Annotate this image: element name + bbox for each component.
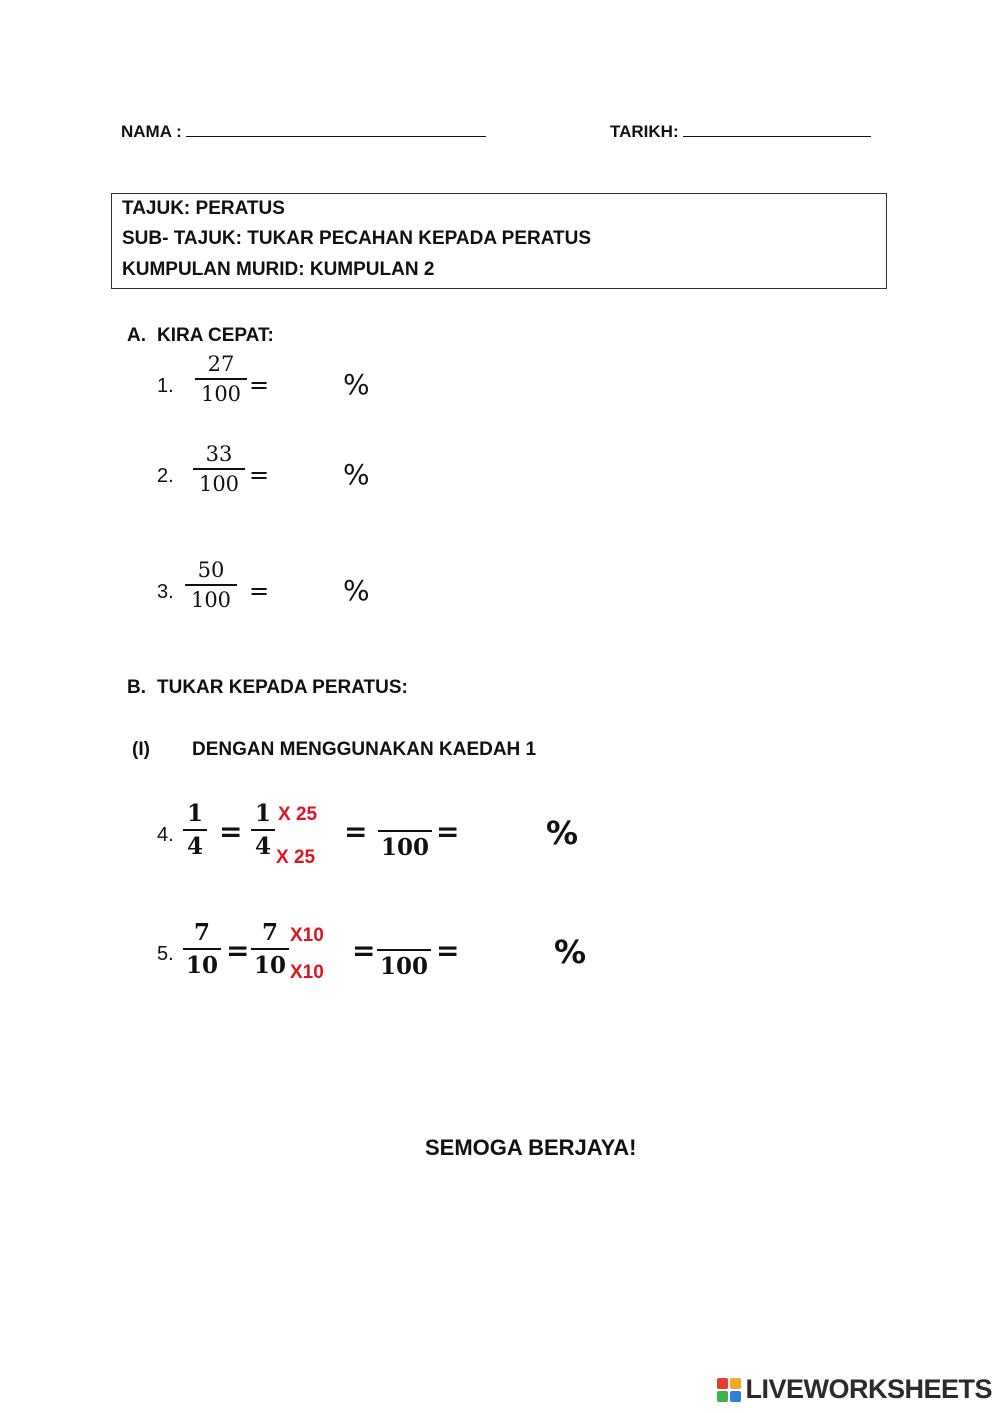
question-4-fraction-2: [251, 800, 275, 860]
question-4-equals-2: =: [344, 815, 368, 848]
section-b-sub-label: (I): [132, 739, 150, 760]
liveworksheets-logo-icon: [717, 1378, 741, 1402]
section-a-title: KIRA CEPAT:: [157, 325, 274, 346]
question-2-answer-input[interactable]: [282, 458, 338, 492]
question-4-denominator-3: 100: [381, 834, 430, 861]
question-1-denominator: 100: [200, 382, 242, 406]
section-b-label: B.: [127, 677, 146, 698]
question-2-percent: %: [343, 458, 370, 491]
question-1-answer-input[interactable]: [282, 368, 338, 402]
question-4-fraction: [183, 800, 207, 860]
question-1-number: 1.: [157, 375, 174, 397]
question-4-numerator: 1: [186, 800, 203, 827]
sub-tajuk-line: SUB- TAJUK: TUKAR PECAHAN KEPADA PERATUS: [122, 228, 592, 249]
question-5-number: 5.: [157, 943, 174, 965]
question-5-multiplier-bottom: X10: [290, 962, 324, 983]
section-b-sub-title: DENGAN MENGGUNAKAN KAEDAH 1: [192, 739, 537, 760]
question-4-numerator-input[interactable]: [378, 800, 432, 828]
question-3-percent: %: [343, 574, 370, 607]
question-5-equals-3: =: [436, 934, 460, 967]
question-2-equals: =: [249, 461, 270, 489]
liveworksheets-logo[interactable]: [717, 1374, 992, 1405]
logo-square: [730, 1391, 741, 1402]
question-5-fraction-2: [251, 919, 289, 979]
section-a-label: A.: [127, 325, 146, 346]
fraction-bar: [185, 584, 237, 586]
question-1-fraction: [195, 352, 247, 406]
question-4-percent: %: [546, 814, 579, 852]
tarikh-field: [610, 122, 871, 142]
question-4-answer-input[interactable]: [470, 815, 540, 851]
question-3-number: 3.: [157, 581, 174, 603]
tarikh-input-line[interactable]: [683, 136, 871, 137]
question-5-equals-2: =: [352, 934, 376, 967]
question-3-answer-input[interactable]: [282, 574, 338, 608]
tarikh-label: TARIKH:: [610, 122, 679, 141]
fraction-bar: [251, 829, 275, 831]
question-5-multiplier-top: X10: [290, 925, 324, 946]
question-5-fraction-3: [377, 919, 431, 980]
question-5-numerator-2: 7: [261, 919, 278, 946]
question-5-numerator: 7: [193, 919, 210, 946]
logo-square: [717, 1391, 728, 1402]
question-2-fraction: [193, 442, 245, 496]
fraction-bar: [378, 830, 432, 832]
section-b-title: TUKAR KEPADA PERATUS:: [157, 677, 408, 698]
question-2-number: 2.: [157, 465, 174, 487]
question-5-answer-input[interactable]: [470, 934, 546, 970]
fraction-bar: [183, 829, 207, 831]
question-4-equals-3: =: [436, 815, 460, 848]
question-4-number: 4.: [157, 824, 174, 846]
question-5-percent: %: [554, 933, 587, 971]
question-4-multiplier-top: X 25: [278, 804, 318, 825]
question-3-equals: =: [249, 577, 270, 605]
question-3-numerator: 50: [197, 558, 225, 582]
question-4-denominator: 4: [186, 833, 203, 860]
fraction-bar: [195, 378, 247, 380]
question-4-fraction-3: [378, 800, 432, 861]
question-5-fraction: [183, 919, 221, 979]
nama-label: NAMA :: [121, 122, 182, 141]
fraction-bar: [251, 948, 289, 950]
question-5-denominator-3: 100: [380, 953, 429, 980]
question-2-denominator: 100: [198, 472, 240, 496]
question-4-denominator-2: 4: [254, 833, 271, 860]
question-5-denominator: 10: [186, 952, 219, 979]
question-4-numerator-2: 1: [254, 800, 271, 827]
question-5-denominator-2: 10: [254, 952, 287, 979]
logo-text: LIVEWORKSHEETS: [745, 1374, 992, 1404]
question-2-numerator: 33: [205, 442, 233, 466]
question-1-percent: %: [343, 368, 370, 401]
tajuk-line: TAJUK: PERATUS: [122, 198, 285, 219]
question-3-fraction: [185, 558, 237, 612]
question-1-numerator: 27: [207, 352, 235, 376]
fraction-bar: [183, 948, 221, 950]
question-3-denominator: 100: [190, 588, 232, 612]
question-5-numerator-input[interactable]: [377, 919, 431, 947]
logo-square: [717, 1378, 728, 1389]
question-4-equals-1: =: [219, 815, 243, 848]
kumpulan-line: KUMPULAN MURID: KUMPULAN 2: [122, 259, 435, 280]
fraction-bar: [377, 949, 431, 951]
nama-input-line[interactable]: [186, 136, 486, 137]
logo-square: [730, 1378, 741, 1389]
nama-field: [121, 122, 486, 142]
closing-message: SEMOGA BERJAYA!: [425, 1135, 637, 1160]
fraction-bar: [193, 468, 245, 470]
question-5-equals-1: =: [226, 934, 250, 967]
question-1-equals: =: [249, 371, 270, 399]
question-4-multiplier-bottom: X 25: [276, 847, 316, 868]
